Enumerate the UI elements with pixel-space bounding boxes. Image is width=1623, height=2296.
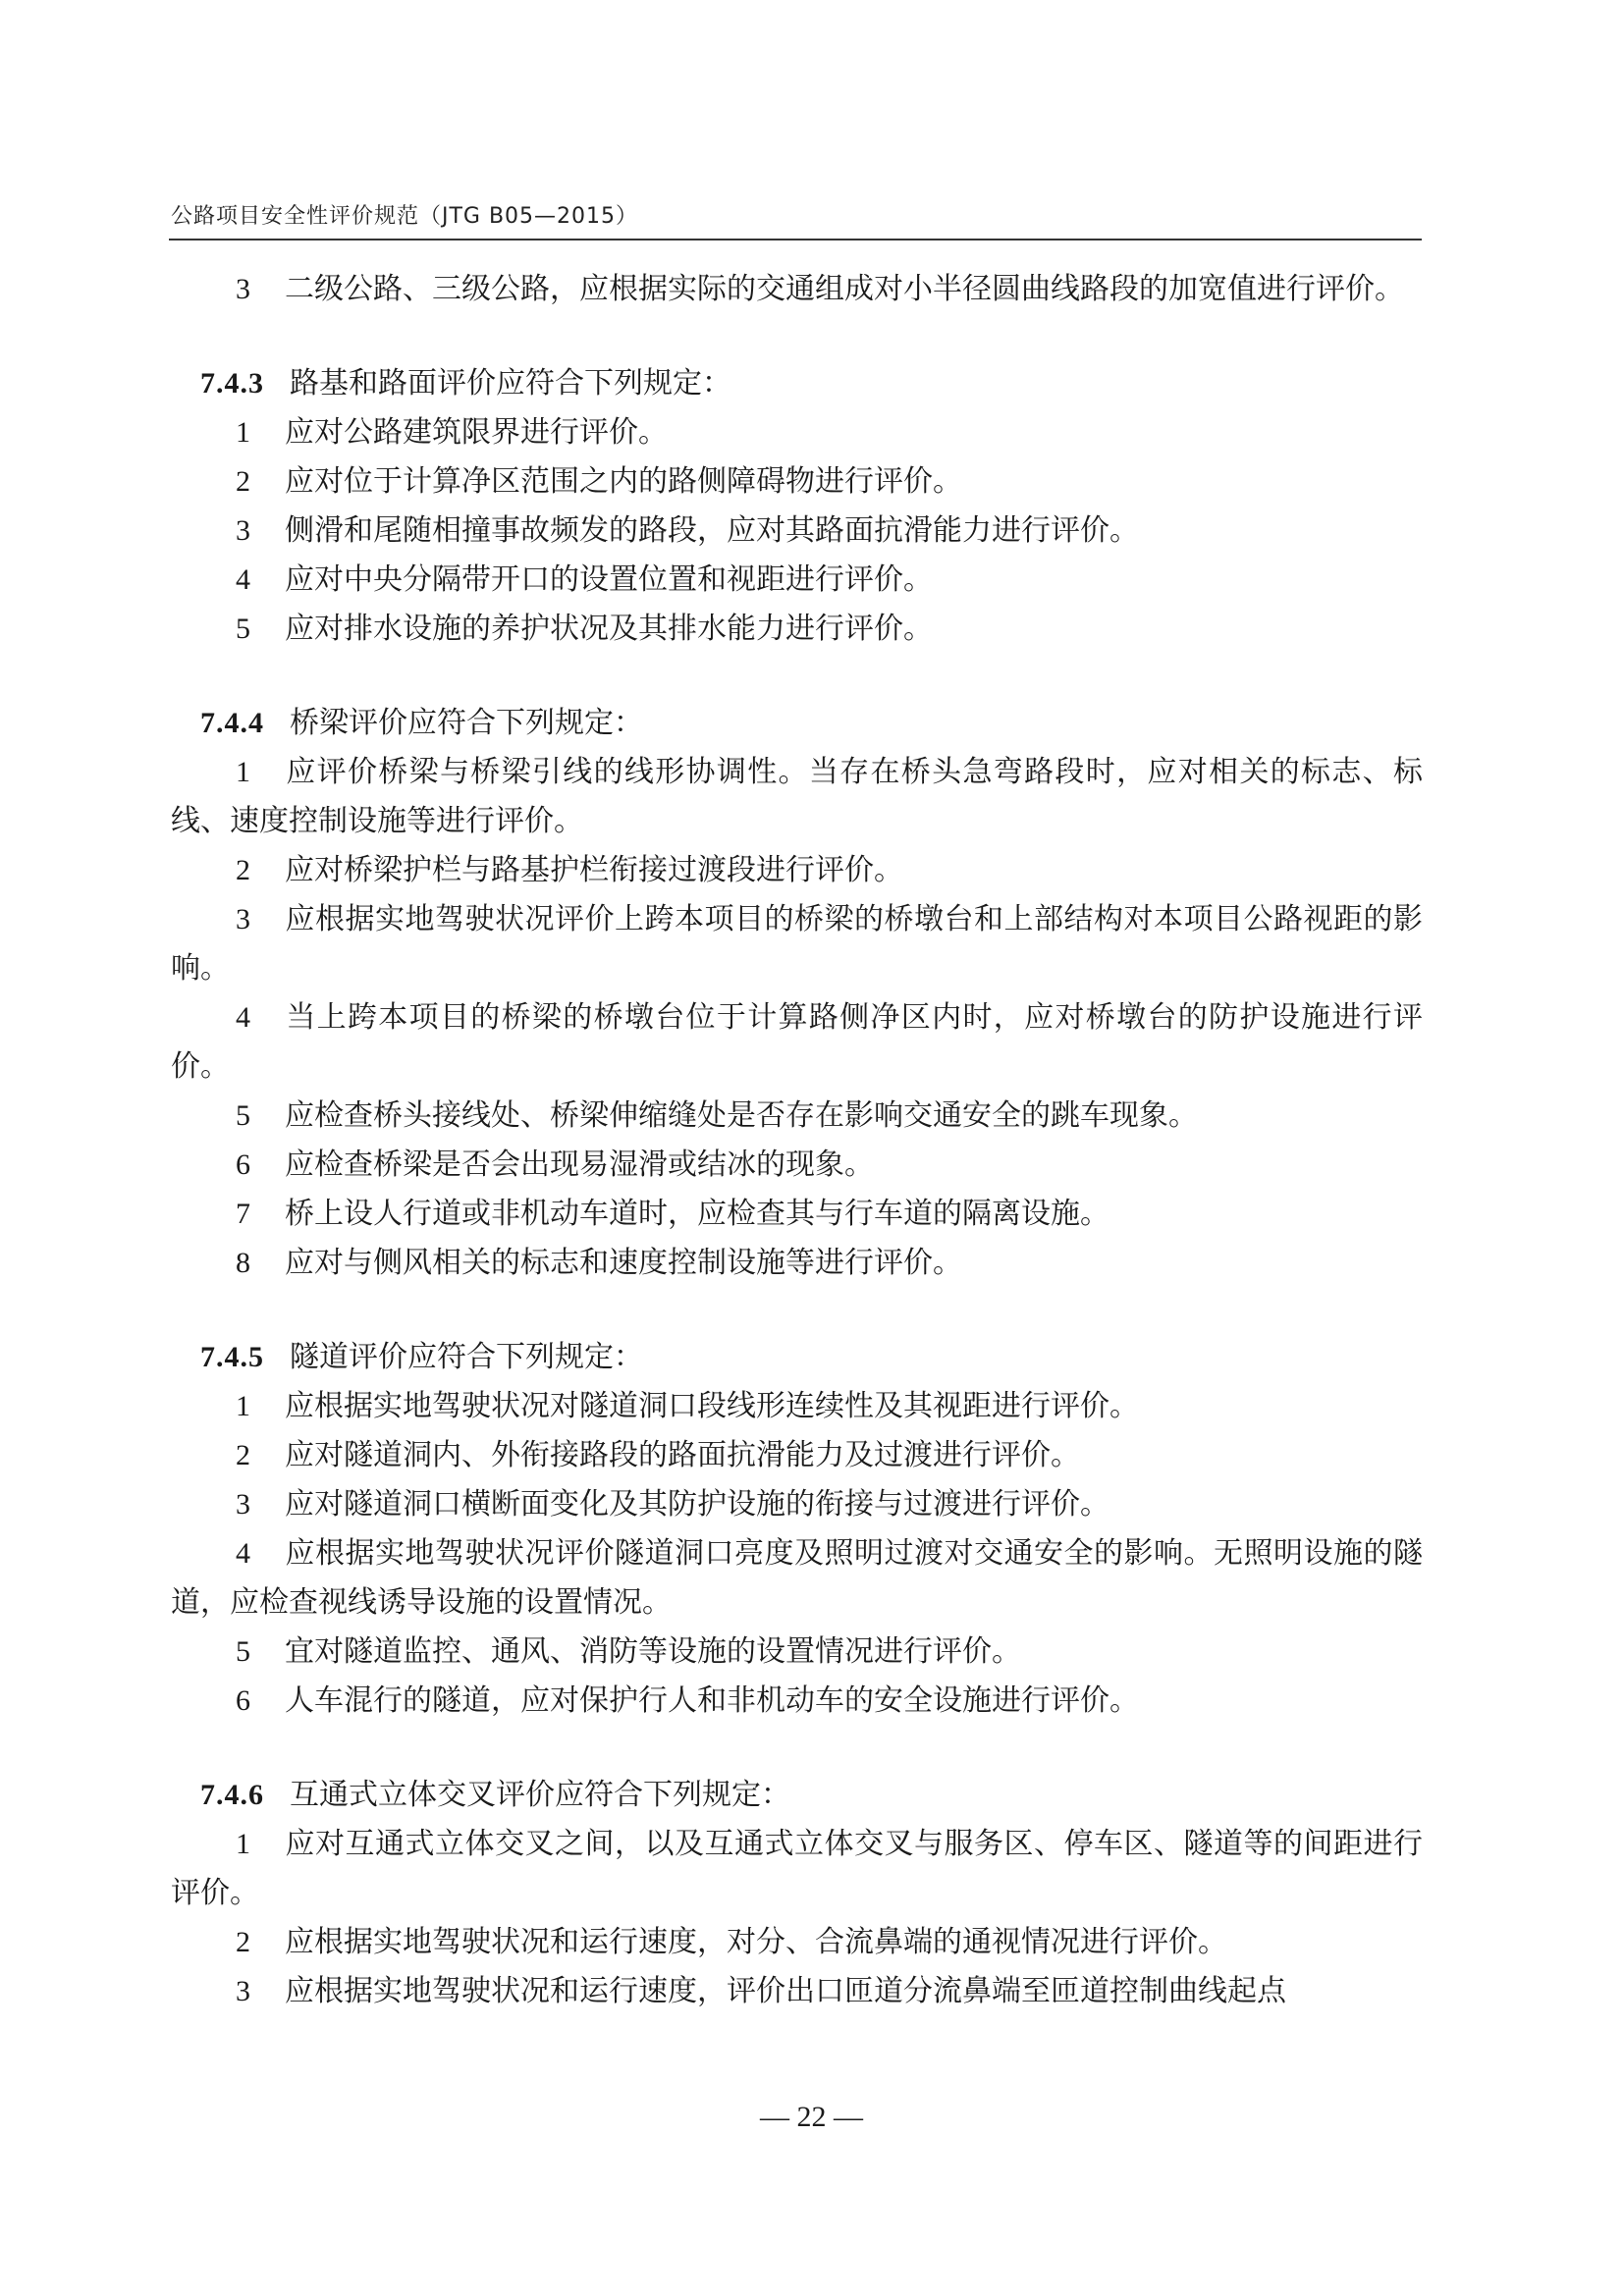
clause-text: 应根据实地驾驶状况评价隧道洞口亮度及照明过渡对交通安全的影响。无照明设施的隧道，应检查视线诱导设施的设置情况。 [171, 1536, 1423, 1620]
clause-item [171, 1382, 1423, 1431]
clause-text: 应根据实地驾驶状况和运行速度，对分、合流鼻端的通视情况进行评价。 [285, 1925, 1227, 1959]
clause-number: 2 [236, 1439, 250, 1471]
clause-number: 4 [236, 563, 250, 596]
section-number: 7.4.6 [200, 1779, 264, 1811]
clause-number: 1 [236, 756, 250, 788]
clause-text: 应对互通式立体交叉之间，以及互通式立体交叉与服务区、停车区、隧道等的间距进行评价。 [171, 1827, 1423, 1910]
clause-number: 1 [236, 1390, 250, 1422]
page-number: — 22 — [760, 2101, 863, 2133]
clause-number: 5 [236, 613, 250, 645]
section-heading [171, 699, 1423, 748]
section-title: 路基和路面评价应符合下列规定： [290, 366, 731, 400]
clause-item [171, 1529, 1423, 1628]
clause-number: 5 [236, 1099, 250, 1132]
clause-number: 4 [236, 1001, 250, 1034]
clause-text: 二级公路、三级公路，应根据实际的交通组成对小半径圆曲线路段的加宽值进行评价。 [285, 272, 1404, 306]
clause-item [171, 1480, 1423, 1529]
clause-item [171, 507, 1423, 556]
clause-item [171, 1141, 1423, 1190]
clause-number: 3 [236, 1975, 250, 2007]
clause-text: 应根据实地驾驶状况评价上跨本项目的桥梁的桥墩台和上部结构对本项目公路视距的影响。 [171, 902, 1423, 986]
clause-item [171, 1239, 1423, 1288]
clause-number: 2 [236, 465, 250, 498]
clause-item [171, 1677, 1423, 1726]
clause-number: 1 [236, 416, 250, 449]
clause-item [171, 993, 1423, 1092]
clause-text: 侧滑和尾随相撞事故频发的路段，应对其路面抗滑能力进行评价。 [285, 513, 1139, 548]
section-heading [171, 1771, 1423, 1820]
clause-number: 2 [236, 1926, 250, 1958]
clause-text: 应对隧道洞口横断面变化及其防护设施的衔接与过渡进行评价。 [285, 1487, 1109, 1522]
clause-text: 应根据实地驾驶状况和运行速度，评价出口匝道分流鼻端至匝道控制曲线起点 [285, 1974, 1286, 2008]
clause-number: 5 [236, 1635, 250, 1668]
clause-item [171, 1820, 1423, 1918]
clause-item [171, 1431, 1423, 1480]
clause-item [171, 1628, 1423, 1677]
clause-text: 桥上设人行道或非机动车道时，应检查其与行车道的隔离设施。 [285, 1197, 1109, 1231]
clause-text: 应根据实地驾驶状况对隧道洞口段线形连续性及其视距进行评价。 [285, 1389, 1139, 1423]
running-header: 公路项目安全性评价规范（JTG B05—2015） [171, 204, 639, 229]
clause-number: 6 [236, 1684, 250, 1717]
clause-text: 应检查桥头接线处、桥梁伸缩缝处是否存在影响交通安全的跳车现象。 [285, 1098, 1198, 1133]
clause-number: 8 [236, 1247, 250, 1279]
clause-item [171, 1967, 1423, 2016]
clause-text: 当上跨本项目的桥梁的桥墩台位于计算路侧净区内时，应对桥墩台的防护设施进行评价。 [171, 1000, 1423, 1084]
header-rule [169, 239, 1422, 240]
clause-item [171, 895, 1423, 993]
section-7-4-6 [171, 1771, 1423, 2016]
clause-number: 3 [236, 1488, 250, 1521]
section-heading [171, 359, 1423, 408]
clause-text: 应对排水设施的养护状况及其排水能力进行评价。 [285, 612, 933, 646]
clause-number: 6 [236, 1148, 250, 1181]
clause-item [171, 556, 1423, 605]
clause-item [171, 408, 1423, 457]
clause-item [171, 265, 1423, 314]
clause-number: 7 [236, 1198, 250, 1230]
section-title: 隧道评价应符合下列规定： [290, 1340, 643, 1374]
section-7-4-5 [171, 1333, 1423, 1726]
clause-number: 3 [236, 514, 250, 547]
section-7-4-3 [171, 359, 1423, 654]
clause-item [171, 1092, 1423, 1141]
clause-text: 应对隧道洞内、外衔接路段的路面抗滑能力及过渡进行评价。 [285, 1438, 1080, 1472]
clause-item [171, 1190, 1423, 1239]
section-number: 7.4.3 [200, 367, 264, 400]
clause-text: 人车混行的隧道，应对保护行人和非机动车的安全设施进行评价。 [285, 1683, 1139, 1718]
clause-text: 应对桥梁护栏与路基护栏衔接过渡段进行评价。 [285, 853, 903, 887]
clause-number: 3 [236, 903, 250, 935]
clause-number: 2 [236, 854, 250, 886]
section-7-4-4 [171, 699, 1423, 1288]
clause-text: 应评价桥梁与桥梁引线的线形协调性。当存在桥头急弯路段时，应对相关的标志、标线、速度控制设施等进行评价。 [171, 755, 1423, 838]
clause-text: 应对公路建筑限界进行评价。 [285, 415, 668, 450]
document-body [171, 265, 1423, 2016]
clause-number: 1 [236, 1828, 250, 1860]
clause-item [171, 1918, 1423, 1967]
clause-item [171, 748, 1423, 846]
clause-text: 应对中央分隔带开口的设置位置和视距进行评价。 [285, 562, 933, 597]
clause-number: 4 [236, 1537, 250, 1570]
section-title: 互通式立体交叉评价应符合下列规定： [290, 1778, 790, 1812]
clause-item [171, 457, 1423, 507]
section-heading [171, 1333, 1423, 1382]
clause-text: 应对与侧风相关的标志和速度控制设施等进行评价。 [285, 1246, 962, 1280]
section-number: 7.4.4 [200, 707, 264, 739]
section-continued [171, 265, 1423, 314]
clause-text: 应检查桥梁是否会出现易湿滑或结冰的现象。 [285, 1148, 874, 1182]
section-title: 桥梁评价应符合下列规定： [290, 706, 643, 740]
clause-text: 应对位于计算净区范围之内的路侧障碍物进行评价。 [285, 464, 962, 499]
clause-text: 宜对隧道监控、通风、消防等设施的设置情况进行评价。 [285, 1634, 1021, 1669]
clause-item [171, 846, 1423, 895]
clause-number: 3 [236, 273, 250, 305]
section-number: 7.4.5 [200, 1341, 264, 1373]
clause-item [171, 605, 1423, 654]
